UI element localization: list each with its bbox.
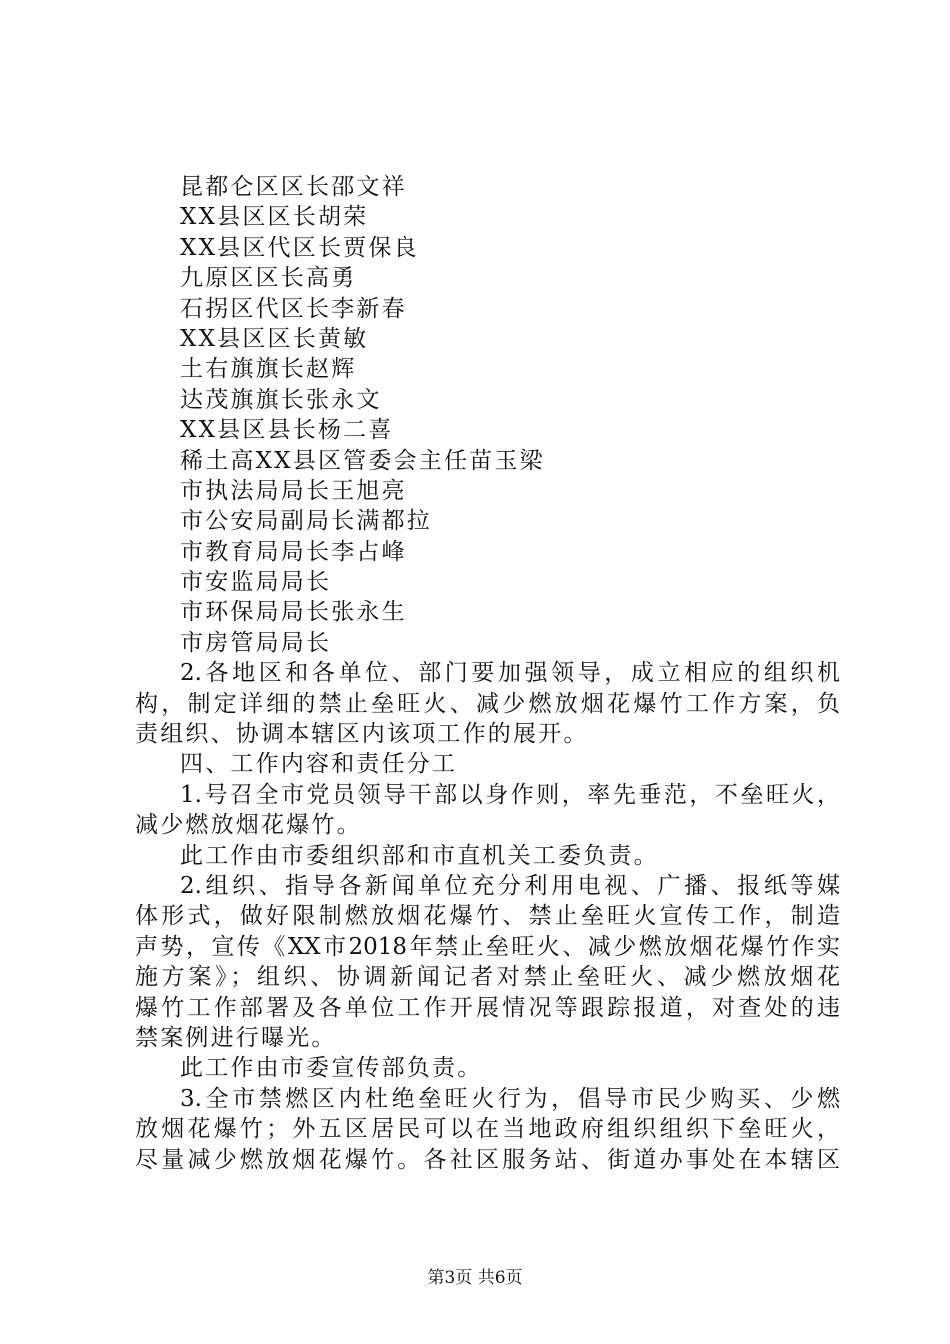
document-body	[135, 172, 840, 1175]
name-list-item: 稀土高XX县区管委会主任苗玉梁	[180, 447, 545, 474]
paragraph-line: 3.全市禁燃区内杜绝垒旺火行为，倡导市民少购买、少燃	[180, 1085, 840, 1112]
name-list-item: XX县区区长胡荣	[180, 204, 369, 231]
paragraph-line: 施方案》；组织、协调新闻记者对禁止垒旺火、减少燃放烟花	[135, 964, 840, 991]
name-list-item: 市环保局局长张永生	[180, 599, 407, 626]
paragraph-line: 1.号召全市党员领导干部以身作则，率先垂范，不垒旺火，	[180, 781, 840, 808]
paragraph-line: 爆竹工作部署及各单位工作开展情况等跟踪报道，对查处的违	[135, 994, 840, 1021]
name-list-item: 昆都仑区区长邵文祥	[180, 174, 407, 200]
name-list-item: 市安监局局长	[180, 569, 332, 596]
paragraph-line: 此工作由市委组织部和市直机关工委负责。	[180, 842, 659, 869]
page-footer: 第3页 共6页	[427, 1268, 523, 1288]
name-list-item: 市教育局局长李占峰	[180, 538, 407, 565]
name-list-item: XX县区区长黄敏	[180, 325, 369, 352]
paragraph-line: 减少燃放烟花爆竹。	[135, 812, 362, 839]
paragraph-line: 构，制定详细的禁止垒旺火、减少燃放烟花爆竹工作方案，负	[135, 690, 840, 717]
paragraph-line: 责组织、协调本辖区内该项工作的展开。	[135, 721, 589, 748]
name-list-item: 九原区区长高勇	[180, 265, 357, 292]
name-list-item: 土右旗旗长赵辉	[180, 356, 357, 383]
name-list-item: 达茂旗旗长张永文	[180, 386, 382, 413]
paragraph-line: 放烟花爆竹；外五区居民可以在当地政府组织组织下垒旺火，	[135, 1116, 840, 1143]
paragraph-line: 声势，宣传《XX市2018年禁止垒旺火、减少燃放烟花爆竹作实	[135, 933, 840, 960]
name-list-item: 市房管局局长	[180, 629, 332, 656]
name-list-item: XX县区县长杨二喜	[180, 417, 394, 444]
paragraph-line: 体形式，做好限制燃放烟花爆竹、禁止垒旺火宣传工作，制造	[135, 903, 840, 930]
name-list-item: XX县区代区长贾保良	[180, 234, 419, 261]
section-heading: 四、工作内容和责任分工	[180, 751, 458, 778]
paragraph-line: 2.组织、指导各新闻单位充分利用电视、广播、报纸等媒	[180, 872, 840, 899]
paragraph-line: 禁案例进行曝光。	[135, 1024, 337, 1051]
name-list-item: 市公安局副局长满都拉	[180, 508, 432, 535]
paragraph-line: 尽量减少燃放烟花爆竹。各社区服务站、街道办事处在本辖区	[135, 1146, 840, 1173]
name-list-item: 市执法局局长王旭亮	[180, 477, 407, 504]
name-list-item: 石拐区代区长李新春	[180, 295, 407, 322]
paragraph-line: 2.各地区和各单位、部门要加强领导，成立相应的组织机	[180, 660, 840, 687]
paragraph-line: 此工作由市委宣传部负责。	[180, 1055, 483, 1082]
